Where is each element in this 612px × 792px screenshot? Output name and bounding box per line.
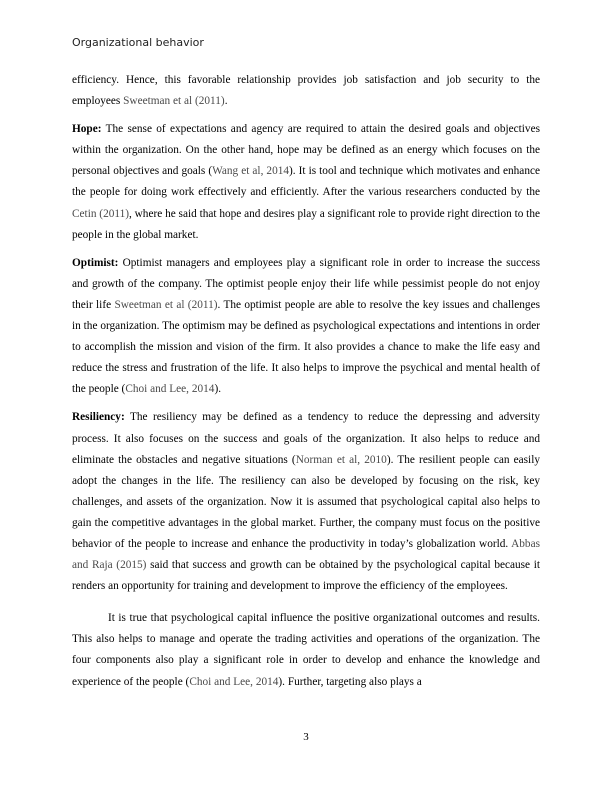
page-number: 3 [303,731,309,743]
paragraph-text: The sense of expectations and agency are required to attain the desired goals and objectives within the organization. On the other hand, hope may be defined as an energy which focuses on the personal objectives and goals ( [72,123,540,178]
paragraph-text: . [224,95,228,108]
paragraph-text: Optimist managers and employees play a significant role in order to increase the success and growth of the company. The optimist people enjoy their life while pessimist people do not enjoy their life [72,256,540,311]
citation: Choi and Lee, 2014 [125,383,215,396]
citation: Abbas and Raja (2015) [72,537,540,572]
term-heading-optimist: Optimist: [72,256,119,269]
citation: Sweetman et al (2011) [123,95,225,108]
paragraph-text: , where he said that hope and desires play a significant role to provide right direction to the people in the global market. [72,207,540,241]
paragraph-text: said that success and growth can be obtained by the psychological capital because it renders an opportunity for training and development to improve the efficiency of the employees. [72,559,540,593]
citation: Sweetman et al (2011) [114,298,218,311]
paragraph-closing [72,608,540,692]
document-body [72,70,540,700]
paragraph-optimist [72,253,540,401]
citation: Cetin (2011) [72,207,129,220]
paragraph-continuation [72,70,540,112]
paragraph-text: ). It is tool and technique which motivates and enhance the people for doing work effectively and efficiently. After the various researchers conducted by the [72,165,540,199]
citation: Choi and Lee, 2014 [189,675,279,688]
paragraph-text: ). [214,383,222,396]
paragraph-text: . The optimist people are able to resolve the key issues and challenges in the organization. The optimism may be defined as psychological expectations and intentions in order to accomplish the mission and vision of the firm. It also provides a chance to make the life easy and reduce the stress and frustration of the life. It also helps to improve the psychical and mental health of the people ( [72,298,540,396]
paragraph-resiliency [72,407,540,597]
paragraph-text: The resiliency may be defined as a tendency to reduce the depressing and adversity process. It also focuses on the success and goals of the organization. It also helps to reduce and eliminate the obstacles and negative situations ( [72,411,540,466]
paragraph-text: efficiency. Hence, this favorable relationship provides job satisfaction and job security to the employees [72,74,540,108]
paragraph-text: It is true that psychological capital influence the positive organizational outcomes and results. This also helps to manage and operate the trading activities and operations of the organization. The four components also play a significant role in order to develop and enhance the knowledge and experience of the people ( [72,612,540,688]
term-heading-hope: Hope: [72,123,102,136]
paragraph-hope [72,119,540,246]
citation: Norman et al, 2010 [295,453,387,466]
paragraph-text: ). The resilient people can easily adopt the changes in the life. The resiliency can also be developed by focusing on the risk, key challenges, and assets of the organization. Now it is assumed that psychological capital also helps to gain the competitive advantages in the global market. Further, the company must focus on the positive behavior of the people to increase and enhance the productivity in today’s globalization world. [72,453,540,550]
paragraph-text: ). Further, targeting also plays a [278,675,422,688]
running-header: Organizational behavior [72,36,204,49]
citation: Wang et al, 2014 [212,165,290,178]
term-heading-resiliency: Resiliency: [72,411,125,424]
